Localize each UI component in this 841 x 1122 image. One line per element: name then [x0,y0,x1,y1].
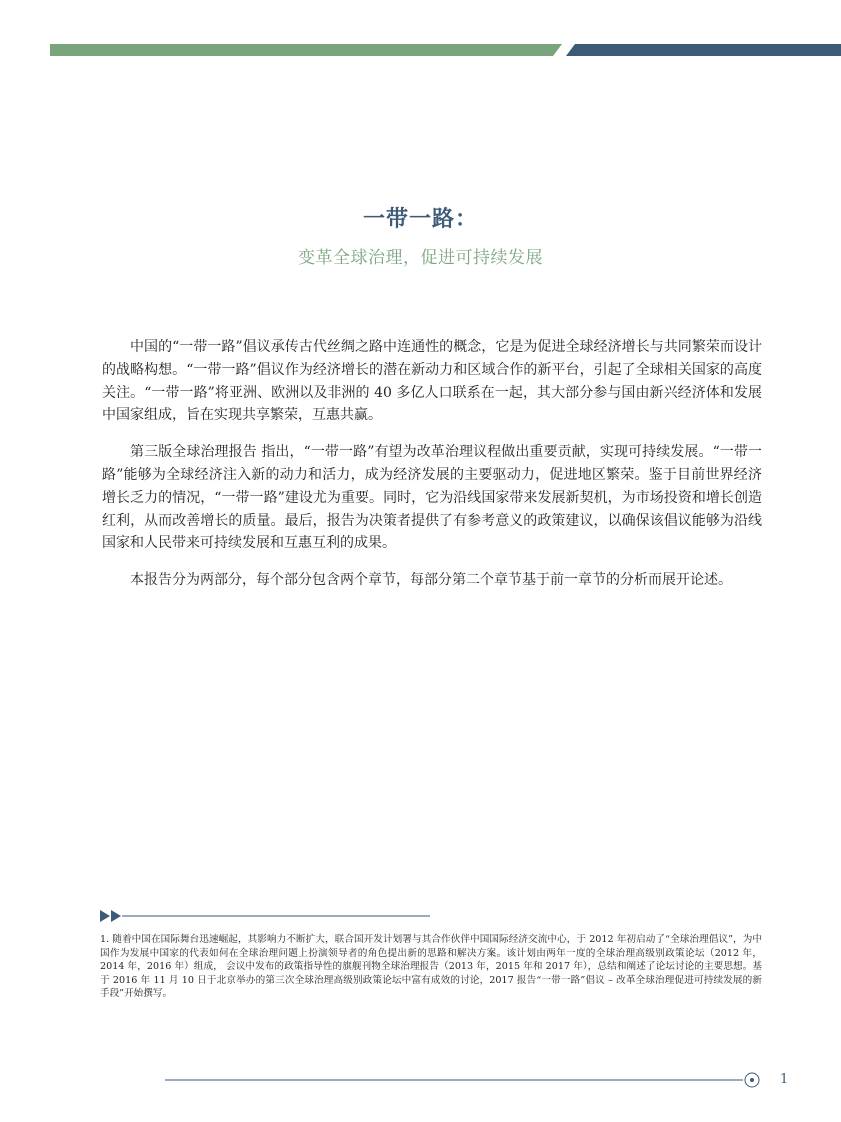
footnote-divider [100,909,440,923]
page-title: 一带一路： [362,207,478,232]
footer-rule [165,1072,765,1088]
body-paragraph-3: 本报告分为两部分，每个部分包含两个章节，每部分第二个章节基于前一章节的分析而展开论述。 [130,572,732,589]
page-subtitle: 变革全球治理，促进可持续发展 [298,248,543,268]
double-arrow-icon [100,910,110,922]
footnote-1: 1. 随着中国在国际舞台迅速崛起，其影响力不断扩大，联合国开发计划署与其合作伙伴中国国际经济交流中心，于 2012 年初启动了“全球治理倡议”，为中国作为发展中国家的代表如何在全球治理问题上扮演领导者的角色提出新的思路和解决方案。该计划由两年一度的全球治理高级别政策论坛（2012 年，2014 年，2016 年）组成， 会议中发布的政策指导性的旗舰刊物全球治理报告（2013 年，2015 年和 2017 年），总结和阐述了论坛讨论的主要思想。基于 2016 年 11 月 10 日于北京举办的第三次全球治理高级别政策论坛中富有成效的讨论，2017 报告“一带一路”倡议 – 改革全球治理促进可持续发展的新手段”开始撰写。 [100,934,762,1000]
body-paragraph-1: 中国的“一带一路”倡议承传古代丝绸之路中连通性的概念，它是为促进全球经济增长与共同繁荣而设计的战略构想。“一带一路”倡议作为经济增长的潜在新动力和区域合作的新平台，引起了全球相关国家的高度关注。“一带一路”将亚洲、欧洲以及非洲的 40 多亿人口联系在一起，其大部分参与国由新兴经济体和发展中国家组成，旨在实现共享繁荣，互惠共赢。 [102,339,762,424]
title-block [0,202,841,268]
body-text [102,336,762,606]
header-stripe [0,44,841,56]
page-number: 1 [780,1072,789,1087]
footnote [100,933,762,1001]
body-paragraph-2: 第三版全球治理报告 指出，“一带一路”有望为改革治理议程做出重要贡献，实现可持续发展。“一带一路”能够为全球经济注入新的动力和活力，成为经济发展的主要驱动力，促进地区繁荣。鉴于目前世界经济增长乏力的情况，“一带一路”建设尤为重要。同时，它为沿线国家带来发展新契机，为市场投资和增长创造红利，从而改善增长的质量。最后，报告为决策者提供了有参考意义的政策建议，以确保该倡议能够为沿线国家和人民带来可持续发展和互惠互利的成果。 [102,444,762,552]
header-stripe-blue [566,44,841,56]
header-stripe-green [50,44,562,56]
